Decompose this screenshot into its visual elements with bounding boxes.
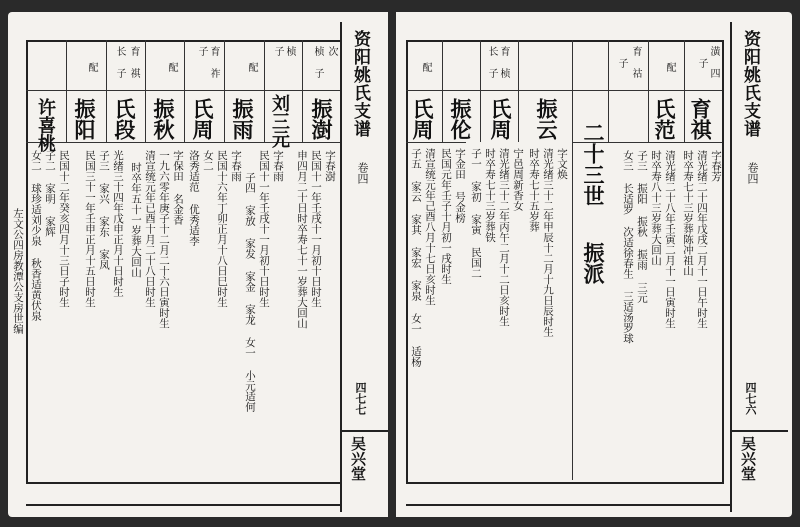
page-number: 四七七 — [354, 382, 367, 415]
bio-line: 洛秀适范 优秀适李 — [188, 150, 201, 246]
bio-line: 时卒寿八十三岁葬大回山 — [650, 150, 663, 266]
bio-line: 时卒年五十一岁葬大回山 — [130, 162, 143, 278]
person-name: 振雨 — [230, 98, 255, 140]
branch-title: 振派 — [581, 242, 606, 284]
person-name: 振伦 — [448, 98, 473, 140]
volume-label: 卷四 — [746, 162, 759, 184]
bio-line: 申四月二十日时卒寿七十一岁葬大回山 — [296, 150, 309, 329]
bio-line: 子三 振阳 振秋 振雨 三元 — [636, 150, 649, 303]
person-name: 氏周 — [190, 98, 215, 140]
generation-title: 二十三世 — [581, 122, 606, 206]
col-head: 次 — [326, 46, 337, 56]
bio-line: 民国十一年壬戌十一月初十日时生 — [258, 150, 271, 308]
hall-name: 吴兴堂 — [739, 436, 757, 481]
bio-line: 字保田 名金香 — [172, 150, 185, 225]
bio-line: 清宣统元年己酉八月十七日亥时生 — [424, 148, 437, 306]
left-page: 资阳姚氏支谱 卷四 四七七 吴兴堂 次 桢 子 桢 子 配 育 祚 子 配 育 祺 长 子 配 振澍 刘三元 振雨 氏周 振秋 氏段 振阳 许喜桃 字春澍 民国十一年壬戌十一月初十日时生 申四月二十日时卒寿七十一岁葬大回山 字春雨 民国十一年壬戌十一月初十日时生 子四 家放 家发 家金 家龙 女一 小元适何 字春雨 民国十六年丁卯正月十八日巳时生 女二 洛秀适范 优秀适李 字保田 名金香 一九六零年庚子十二月二十六日寅时生 清宣统元年已酉十月二十八日时生 时卒年五十一岁葬大回山 光绪三十四年戊申正月十日时生 子三 家兴 家东 家凤 民国三十一年壬申正月十五日时生 民国十二年癸亥四月十三日子时生 子二 家明 家辉 女二 球珍适刘少泉 秋香适黄伏泉 左文公四房教潭公支房世编 — [8, 12, 388, 517]
bio-line: 女三 长适罗 次适徐春生 三适汤罗球 — [622, 150, 635, 344]
bio-line: 民国十一年壬戌十一月初十日时生 — [310, 150, 323, 308]
person-name: 振阳 — [72, 98, 97, 140]
bio-line: 子一 家初 家寅 民国二 — [470, 148, 483, 279]
bio-line: 时卒寿七十三岁葬铁 — [484, 148, 497, 243]
person-name: 氏周 — [488, 98, 513, 140]
compiler-note: 左文公四房教潭公支房世编 — [12, 208, 25, 334]
person-name: 振澍 — [309, 98, 334, 140]
bio-line: 子四 家放 家发 家金 家龙 女一 小元适何 — [244, 172, 257, 412]
person-name: 氏段 — [112, 98, 137, 140]
bio-line: 民国十六年丁卯正月十八日巳时生 — [216, 150, 229, 308]
book-title: 资阳姚氏支谱 — [350, 30, 370, 138]
book-title: 资阳姚氏支谱 — [740, 30, 760, 138]
name-divider — [26, 142, 340, 143]
bio-line: 子五 家云 家其 家宏 家泉 女一 适杨 — [410, 148, 423, 367]
right-page: 资阳姚氏支谱 卷四 四七六 吴兴堂 潢 四 子 配 育 祜 子 育 桢 长 子 配 二十三世 振派 育祺 氏范 振云 氏周 振伦 氏周 字春芳 清光绪二十四年戊戌二月十一日午时生 时卒寿七十三岁葬陈冲祖山 清光绪二十八年壬寅二月十一日寅时生 时卒寿八十三岁葬大回山 子三 振阳 振秋 振雨 三元 女三 长适罗 次适徐春生 三适汤罗球 字文焕 清光绪三十二年甲辰十二月十九日辰时生 时卒寿七十五岁葬 宁邑周新香女 清光绪三十二年丙午二月十二日亥时生 时卒寿七十三岁葬铁 子一 家初 家寅 民国二 字金田 号金榜 民国元年壬子十月初一戌时生 清宣统元年己酉八月十七日亥时生 子五 家云 家其 家宏 家泉 女一 适杨 — [396, 12, 792, 517]
bio-line: 一九六零年庚子十二月二十六日寅时生 — [158, 150, 171, 329]
bio-line: 光绪三十四年戊申正月十日时生 — [112, 150, 125, 297]
bio-line: 清宣统元年已酉十月二十八日时生 — [144, 150, 157, 308]
bio-line: 清光绪二十四年戊戌二月十一日午时生 — [696, 150, 709, 329]
bio-line: 民国十二年癸亥四月十三日子时生 — [58, 150, 71, 308]
bio-line: 女二 球珍适刘少泉 秋香适黄伏泉 — [30, 150, 43, 321]
person-name: 育祺 — [688, 98, 713, 140]
bio-line: 字春澍 — [324, 150, 337, 182]
person-name: 刘三元 — [269, 94, 290, 148]
hall-name: 吴兴堂 — [349, 436, 367, 481]
header-divider — [26, 90, 340, 91]
bio-line: 清光绪三十二年甲辰十二月十九日辰时生 — [542, 148, 555, 337]
person-name: 氏周 — [410, 98, 435, 140]
bio-line: 子二 家明 家辉 — [44, 150, 57, 237]
person-name: 氏范 — [652, 98, 677, 140]
bio-line: 宁邑周新香女 — [512, 148, 525, 211]
bio-line: 清光绪二十八年壬寅二月十一日寅时生 — [664, 150, 677, 329]
bio-line: 民国元年壬子十月初一戌时生 — [440, 148, 453, 285]
bio-line: 字文焕 — [556, 148, 569, 180]
bio-line: 民国三十一年壬申正月十五日时生 — [84, 150, 97, 308]
bio-line: 子三 家兴 家东 家凤 — [98, 150, 111, 270]
bio-line: 字金田 号金榜 — [454, 148, 467, 223]
bio-line: 字春芳 — [710, 150, 723, 182]
volume-label: 卷四 — [356, 162, 369, 184]
page-number: 四七六 — [744, 382, 757, 415]
person-name: 振云 — [534, 98, 559, 140]
bio-line: 字春雨 — [272, 150, 285, 182]
bio-line: 时卒寿七十五岁葬 — [528, 148, 541, 232]
bio-line: 清光绪三十二年丙午二月十二日亥时生 — [498, 148, 511, 327]
person-name: 振秋 — [151, 98, 176, 140]
bio-line: 字春雨 — [230, 150, 243, 182]
bio-line: 时卒寿七十三岁葬陈冲祖山 — [682, 150, 695, 276]
person-name: 许喜桃 — [35, 98, 56, 152]
bio-line: 女二 — [202, 150, 215, 171]
